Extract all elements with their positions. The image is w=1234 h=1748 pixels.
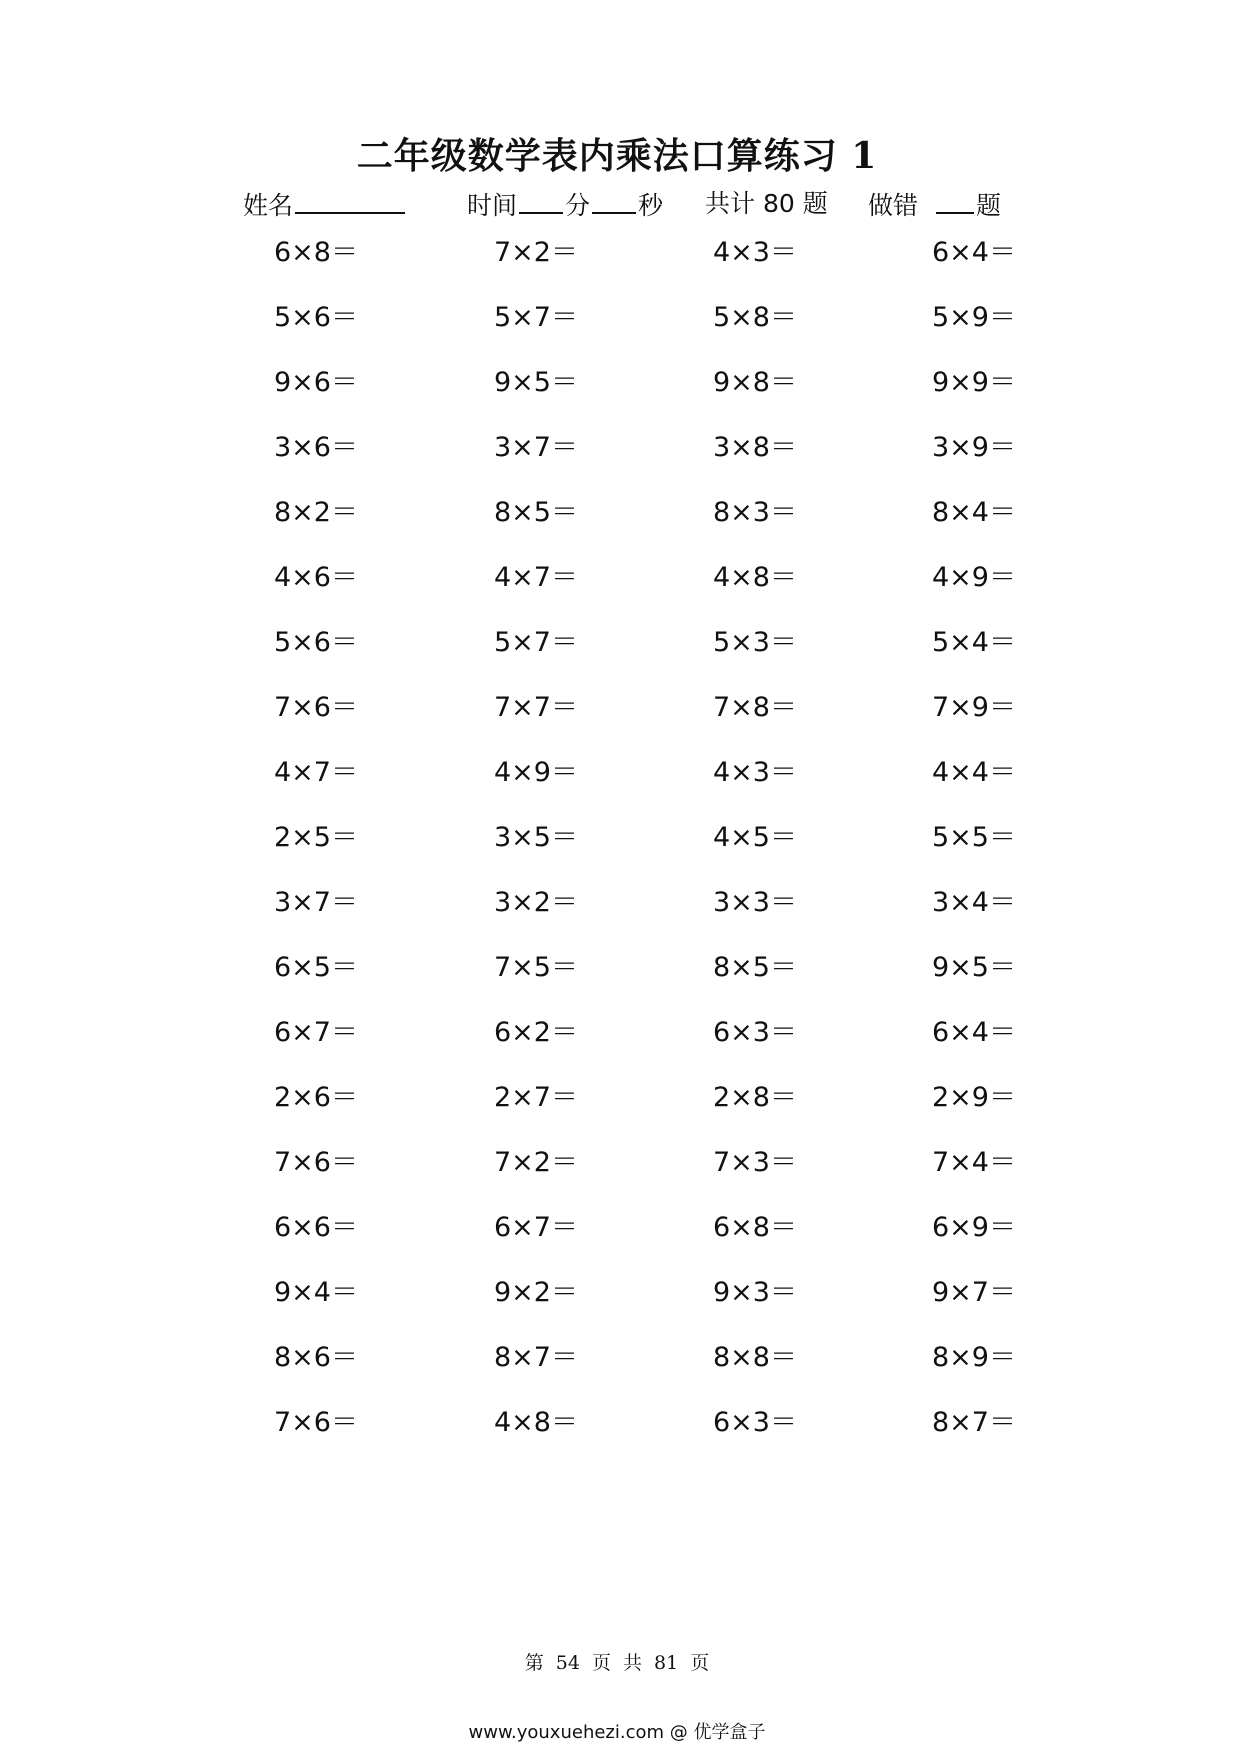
problem-item: 6×4＝ <box>932 1017 1016 1048</box>
problem-item: 8×4＝ <box>932 497 1016 528</box>
page-number: 54 <box>555 1652 580 1674</box>
minutes-blank[interactable] <box>519 188 563 214</box>
problem-item: 9×4＝ <box>274 1277 358 1308</box>
total-count: 共计 80 题 <box>705 189 828 218</box>
problem-item: 2×9＝ <box>932 1082 1016 1113</box>
problem-item: 5×8＝ <box>713 302 797 333</box>
problem-item: 5×9＝ <box>932 302 1016 333</box>
total-word: 页 <box>690 1652 710 1674</box>
problem-item: 3×2＝ <box>494 887 578 918</box>
problem-item: 5×4＝ <box>932 627 1016 658</box>
problem-item: 7×3＝ <box>713 1147 797 1178</box>
problem-item: 6×4＝ <box>932 237 1016 268</box>
problem-item: 7×5＝ <box>494 952 578 983</box>
problem-item: 6×7＝ <box>274 1017 358 1048</box>
problem-item: 5×3＝ <box>713 627 797 658</box>
problem-row <box>0 490 1234 555</box>
second-label: 秒 <box>638 191 664 220</box>
problem-row <box>0 1140 1234 1205</box>
problem-item: 7×4＝ <box>932 1147 1016 1178</box>
problem-row <box>0 230 1234 295</box>
problem-item: 7×7＝ <box>494 692 578 723</box>
problem-item: 7×8＝ <box>713 692 797 723</box>
problem-item: 4×8＝ <box>713 562 797 593</box>
total-pages: 81 <box>654 1652 679 1674</box>
page-title: 二年级数学表内乘法口算练习 1 <box>356 135 878 177</box>
name-blank[interactable] <box>295 188 405 214</box>
total-prefix: 共 <box>623 1652 643 1674</box>
problem-item: 4×7＝ <box>274 757 358 788</box>
problem-item: 2×8＝ <box>713 1082 797 1113</box>
problem-item: 3×7＝ <box>274 887 358 918</box>
problem-item: 7×6＝ <box>274 692 358 723</box>
problem-item: 9×9＝ <box>932 367 1016 398</box>
wrong-field <box>868 188 1001 220</box>
problem-item: 8×9＝ <box>932 1342 1016 1373</box>
problem-item: 7×2＝ <box>494 1147 578 1178</box>
problem-row <box>0 1335 1234 1400</box>
page-prefix: 第 <box>524 1652 544 1674</box>
problem-item: 4×3＝ <box>713 757 797 788</box>
problem-row <box>0 750 1234 815</box>
page-word: 页 <box>591 1652 611 1674</box>
problem-item: 4×7＝ <box>494 562 578 593</box>
problem-item: 8×3＝ <box>713 497 797 528</box>
problem-item: 9×6＝ <box>274 367 358 398</box>
problem-item: 8×5＝ <box>494 497 578 528</box>
problem-item: 6×3＝ <box>713 1407 797 1438</box>
wrong-blank[interactable] <box>936 188 974 214</box>
site-watermark: www.youxuehezi.com @ 优学盒子 <box>468 1722 766 1743</box>
problem-row <box>0 880 1234 945</box>
problem-item: 9×8＝ <box>713 367 797 398</box>
problem-item: 3×8＝ <box>713 432 797 463</box>
problem-row <box>0 620 1234 685</box>
problem-item: 4×9＝ <box>932 562 1016 593</box>
problem-item: 6×9＝ <box>932 1212 1016 1243</box>
problem-item: 7×6＝ <box>274 1407 358 1438</box>
problem-row <box>0 1270 1234 1335</box>
problem-item: 8×7＝ <box>932 1407 1016 1438</box>
problem-row <box>0 945 1234 1010</box>
problem-item: 4×6＝ <box>274 562 358 593</box>
problem-item: 5×7＝ <box>494 302 578 333</box>
problem-item: 6×2＝ <box>494 1017 578 1048</box>
seconds-blank[interactable] <box>592 188 636 214</box>
problem-item: 5×5＝ <box>932 822 1016 853</box>
problem-row <box>0 1400 1234 1465</box>
name-label: 姓名 <box>243 191 294 220</box>
problem-item: 2×6＝ <box>274 1082 358 1113</box>
problem-item: 7×6＝ <box>274 1147 358 1178</box>
problem-row <box>0 1010 1234 1075</box>
page-footer <box>0 1648 1234 1675</box>
problem-item: 6×8＝ <box>713 1212 797 1243</box>
minute-label: 分 <box>565 191 591 220</box>
problem-item: 4×5＝ <box>713 822 797 853</box>
problem-item: 8×6＝ <box>274 1342 358 1373</box>
time-label: 时间 <box>467 191 518 220</box>
problem-row <box>0 425 1234 490</box>
problem-item: 5×6＝ <box>274 302 358 333</box>
problem-row <box>0 360 1234 425</box>
problem-item: 4×3＝ <box>713 237 797 268</box>
problem-row <box>0 685 1234 750</box>
problem-item: 6×6＝ <box>274 1212 358 1243</box>
wrong-label: 做错 <box>868 191 919 220</box>
problem-row <box>0 1075 1234 1140</box>
problem-item: 3×5＝ <box>494 822 578 853</box>
problem-row <box>0 295 1234 360</box>
problem-item: 3×9＝ <box>932 432 1016 463</box>
problem-item: 5×6＝ <box>274 627 358 658</box>
time-field <box>467 188 663 220</box>
problem-item: 8×8＝ <box>713 1342 797 1373</box>
problem-item: 3×4＝ <box>932 887 1016 918</box>
problem-item: 9×7＝ <box>932 1277 1016 1308</box>
problem-item: 4×8＝ <box>494 1407 578 1438</box>
problem-item: 8×5＝ <box>713 952 797 983</box>
problem-item: 3×3＝ <box>713 887 797 918</box>
problem-item: 4×9＝ <box>494 757 578 788</box>
problem-row <box>0 815 1234 880</box>
problem-item: 9×5＝ <box>494 367 578 398</box>
problem-item: 6×5＝ <box>274 952 358 983</box>
wrong-unit: 题 <box>975 191 1001 220</box>
problem-row <box>0 1205 1234 1270</box>
problem-item: 7×2＝ <box>494 237 578 268</box>
problem-item: 6×8＝ <box>274 237 358 268</box>
problem-item: 4×4＝ <box>932 757 1016 788</box>
problem-item: 2×5＝ <box>274 822 358 853</box>
problem-item: 3×6＝ <box>274 432 358 463</box>
problem-item: 7×9＝ <box>932 692 1016 723</box>
problem-row <box>0 555 1234 620</box>
problem-item: 9×5＝ <box>932 952 1016 983</box>
problem-item: 6×3＝ <box>713 1017 797 1048</box>
name-field <box>243 188 407 220</box>
problem-item: 9×3＝ <box>713 1277 797 1308</box>
problem-item: 8×7＝ <box>494 1342 578 1373</box>
problem-item: 5×7＝ <box>494 627 578 658</box>
problem-item: 3×7＝ <box>494 432 578 463</box>
problem-item: 2×7＝ <box>494 1082 578 1113</box>
problem-item: 8×2＝ <box>274 497 358 528</box>
problem-item: 6×7＝ <box>494 1212 578 1243</box>
problem-item: 9×2＝ <box>494 1277 578 1308</box>
